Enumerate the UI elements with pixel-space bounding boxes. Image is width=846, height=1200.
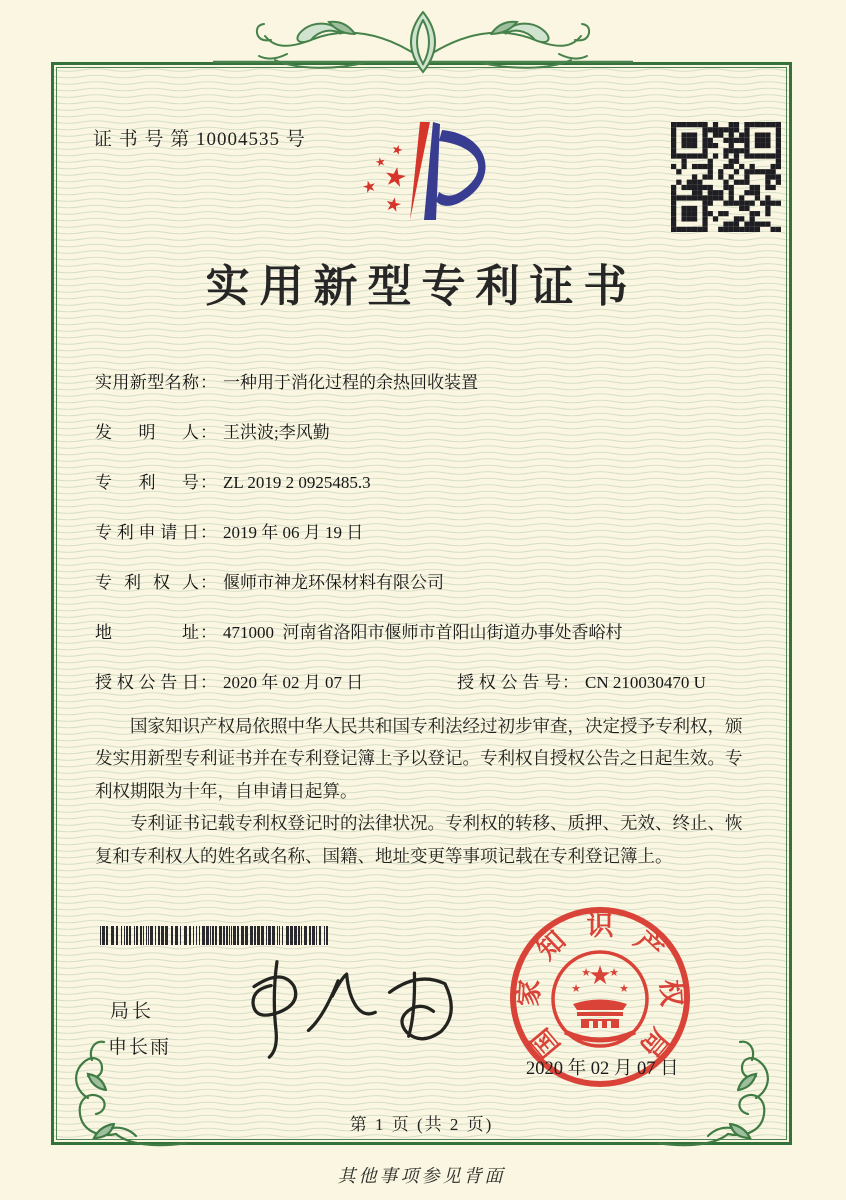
seal-date: 2020 年 02 月 07 日: [526, 1059, 679, 1079]
certificate-number: 证 书 号 第 10004535 号: [93, 129, 306, 150]
page-number: 第 1 页 (共 2 页): [349, 1115, 494, 1134]
seal-char: 家: [513, 978, 545, 1008]
seal-char: 国: [525, 1022, 566, 1063]
seal-char: 识: [586, 911, 614, 941]
field-label: 专利号: [95, 473, 199, 492]
field-row-address: 地址： 471000 河南省洛阳市偃师市首阳山街道办事处香峪村: [95, 618, 765, 643]
field-label: 授权公告号: [457, 673, 561, 692]
field-label: 实用新型名称: [95, 373, 199, 392]
seal-char: 权: [655, 978, 687, 1008]
field-value: ZL 2019 2 0925485.3: [223, 473, 371, 492]
field-label: 专利权人: [95, 573, 199, 592]
field-value: 471000 河南省洛阳市偃师市首阳山街道办事处香峪村: [223, 623, 623, 642]
seal-char: 知: [531, 925, 572, 966]
qr-code: [671, 122, 781, 232]
svg-text:★: ★: [588, 961, 612, 990]
field-value: 2020 年 02 月 07 日: [223, 673, 364, 692]
field-value: 一种用于消化过程的余热回收装置: [223, 373, 478, 392]
svg-text:★: ★: [360, 177, 379, 198]
svg-text:★: ★: [571, 983, 581, 995]
field-value: CN 210030470 U: [585, 673, 706, 692]
svg-text:★: ★: [581, 967, 591, 979]
field-row-inventor: 发明人： 王洪波;李风勤: [95, 418, 765, 443]
barcode: [100, 926, 332, 945]
officer-signature: [222, 956, 477, 1061]
svg-text:★: ★: [381, 160, 410, 194]
legal-paragraph-2: 专利证书记载专利权登记时的法律状况。专利权的转移、质押、无效、终止、恢复和专利权人的姓名或名称、国籍、地址变更等事项记载在专利登记簿上。: [95, 813, 743, 866]
officer-title: 局长: [110, 1001, 155, 1022]
cnipa-patent-logo-icon: [342, 108, 510, 236]
legal-paragraph-1: 国家知识产权局依照中华人民共和国专利法经过初步审查，决定授予专利权，颁发实用新型专利证书并在专利登记簿上予以登记。专利权自授权公告之日起生效。专利权期限为十年，自申请日起算。: [95, 716, 743, 801]
field-label: 发明人: [95, 423, 199, 442]
field-value: 偃师市神龙环保材料有限公司: [223, 573, 444, 592]
certificate-title: 实用新型专利证书: [205, 262, 638, 311]
field-value: 2019 年 06 月 19 日: [223, 523, 364, 542]
field-value: 王洪波;李风勤: [223, 423, 330, 442]
field-list: [95, 368, 765, 718]
field-row-patent-number: 专利号： ZL 2019 2 0925485.3: [95, 468, 765, 493]
field-row-patentee: 专利权人： 偃师市神龙环保材料有限公司: [95, 568, 765, 593]
field-label: 专利申请日: [95, 523, 199, 542]
legal-statement: [95, 710, 757, 872]
svg-text:★: ★: [619, 983, 629, 995]
svg-text:★: ★: [373, 153, 388, 170]
field-row-filing-date: 专利申请日： 2019 年 06 月 19 日: [95, 518, 765, 543]
back-side-note: 其他事项参见背面: [337, 1166, 506, 1186]
svg-text:★: ★: [609, 967, 619, 979]
national-emblem-icon: [553, 952, 647, 1046]
svg-text:★: ★: [382, 193, 404, 218]
field-row-invention-name: 实用新型名称： 一种用于消化过程的余热回收装置: [95, 368, 765, 393]
field-grant-number: 授权公告号： CN 210030470 U: [457, 668, 706, 693]
field-label: 地址: [95, 623, 199, 642]
field-label: 授权公告日: [95, 673, 199, 692]
field-row-grant-date: 授权公告日： 2020 年 02 月 07 日 授权公告号： CN 210030470 U: [95, 668, 765, 693]
seal-char: 产: [628, 925, 669, 966]
officer-name: 申长雨: [108, 1037, 172, 1058]
svg-text:★: ★: [389, 140, 406, 159]
seal-char: 局: [634, 1022, 675, 1063]
